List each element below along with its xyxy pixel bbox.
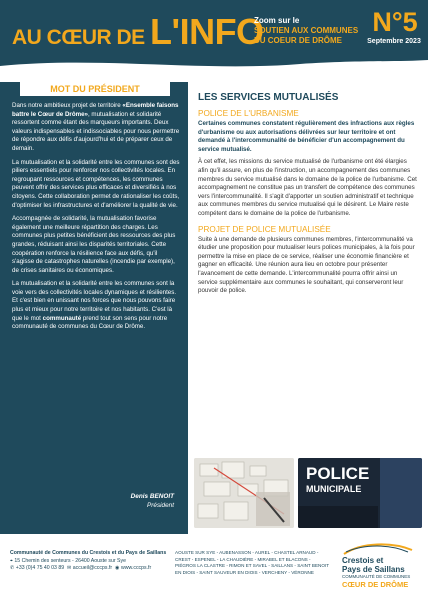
police-heading: PROJET DE POLICE MUTUALISÉE [198, 224, 331, 234]
issue-date: Septembre 2023 [367, 38, 421, 45]
paragraph: La mutualisation et la solidarité entre les communes sont des piliers essentiels pour renforcer nos collectivités locales. En regroupant ressources et compétences, les communes peuvent offrir des services plus efficaces et diversifiés à nos citoyens. Cette collaboration permet de rationaliser les coûts, d'optimiser les infrastructures et d'améliorer la qualité de vie. [12, 158, 180, 209]
zoom-tagline: Zoom sur le SOUTIEN AUX COMMUNES DU COEUR DE DRÔME [254, 16, 359, 45]
urban-plan-photo [194, 458, 294, 528]
email-link[interactable]: accueil@cccps.fr [72, 565, 113, 571]
issue-number: N°5 [372, 7, 418, 37]
footer-contact: Communauté de Communes du Crestois et du Pays de Saillans ⌖ 15 Chemin des senteurs - 26400 Aouste sur Sye ✆ +33 (0)4 75 40 03 89 ✉ accueil@cccps.fr ◉ www.cccps.fr [10, 550, 180, 572]
globe-icon: ◉ [114, 565, 121, 571]
phone-icon: ✆ [10, 565, 16, 571]
footer-communes: AOUSTE SUR SYE - AUBENASSON - AUREL - CHASTEL ARNAUD - CREST - ESPENEL - LA CHAUDIÈRE - MIRABEL ET BLACONS - PIÉGROS LA CLASTRE - RIMON ET SAVEL - SAILLANS - SAINT BENOIT EN DIOIS - SAINT SAUVEUR EN DIOIS - VERCHENY - VÉRONNE [175, 550, 329, 575]
signature: Denis BENOIT Président [130, 493, 174, 509]
footer [0, 540, 428, 600]
phone-link[interactable]: +33 (0)4 75 40 03 89 [15, 565, 65, 571]
urbanisme-lead: Certaines communes constatent régulièrement des infractions aux règles d'urbanisme ou aux autorisations délivrées sur leur territoire et ont demandé à l'intercommunalité de bénéficier d'un accompagnement du service mutualisé. [198, 120, 415, 153]
municipale-label: MUNICIPALE [306, 484, 362, 494]
web-link[interactable]: www.cccps.fr [120, 565, 152, 571]
map-pin-icon: ⌖ [10, 558, 15, 564]
newsletter-title: AU CŒUR DE L'INFO [12, 11, 264, 52]
paragraph: Accompagnée de solidarité, la mutualisation favorise également une meilleure répartition des charges. Les communes plus petites bénéficient des ressources des plus grandes, réduisant ainsi les disparités territoriales. Cette coopération renforce la résilience face aux défis, qu'il s'agisse de catastrophes naturelles (incendie par exemple), de crises sanitaires ou économiques. [12, 215, 176, 274]
president-title: MOT DU PRÉSIDENT [20, 82, 170, 96]
plan-illustration [194, 458, 294, 528]
paragraph: Dans notre ambitieux projet de territoire «Ensemble faisons battre le Cœur de Drôme», mutualisation et solidarité ressortent comme étant des marqueurs importants. Deux valeurs indispensables et indissociables pour nous permettre de répondre aux défis d'aujourd'hui et de préparer ceux de demain. [12, 102, 180, 152]
urbanisme-paragraph: À cet effet, les missions du service mutualisé de l'urbanisme ont été élargies afin qu'il assure, en plus de l'instruction, un accompagnement des communes membres du service mutualisé dans le domaine de la police de l'urbanisme. Cet accompagnement ne constitue pas un transfert de compétence des communes vers l'intercommunalité. Il s'agit d'apporter un soutien administratif et technique aux communes membres du service mutualisé qui le désirent. Le Maire reste compétent dans le domaine de la police de l'urbanisme. [198, 158, 417, 217]
police-label: POLICE [306, 464, 370, 483]
urbanisme-heading: POLICE DE L'URBANISME [198, 109, 299, 118]
masthead [0, 0, 428, 74]
paragraph: La mutualisation et la solidarité entre les communes sont la voie vers des collectivités locales dynamiques et résilientes. Et c'est bien en unissant nos forces que nous pouvons faire plus et mieux pour notre territoire et nos habitants. C'est là que le mot communauté prend tout son sens pour notre communauté de communes du Cœur de Drôme. [12, 280, 177, 331]
email-icon: ✉ [67, 565, 73, 571]
services-title: LES SERVICES MUTUALISÉS [198, 92, 339, 103]
police-vest-photo [298, 458, 422, 528]
president-column [0, 82, 188, 534]
police-paragraph: Suite à une demande de plusieurs communes membres, l'intercommunalité va étudier une proposition pour mutualiser leurs polices municipales, à la fois pour permettre la mise en place de ce service, réaliser une économie financière et gagner en efficacité. Une réunion aura lieu en octobre pour présenter l'avancement de cette demande. L'intercommunalité pourra offrir ainsi un service supplémentaire aux communes le souhaitant, qui conserveront leur pouvoir de police. [198, 235, 415, 295]
president-text [12, 102, 180, 337]
contact-line [10, 565, 180, 572]
services-column [198, 92, 418, 300]
address-line: ⌖ 15 Chemin des senteurs - 26400 Aouste sur Sye [10, 558, 126, 564]
cc-logo: Crestois et Pays de Saillans COMMUNAUTÉ DE COMMUNES CŒUR DE DRÔME [332, 540, 422, 598]
header-wave [0, 56, 428, 74]
